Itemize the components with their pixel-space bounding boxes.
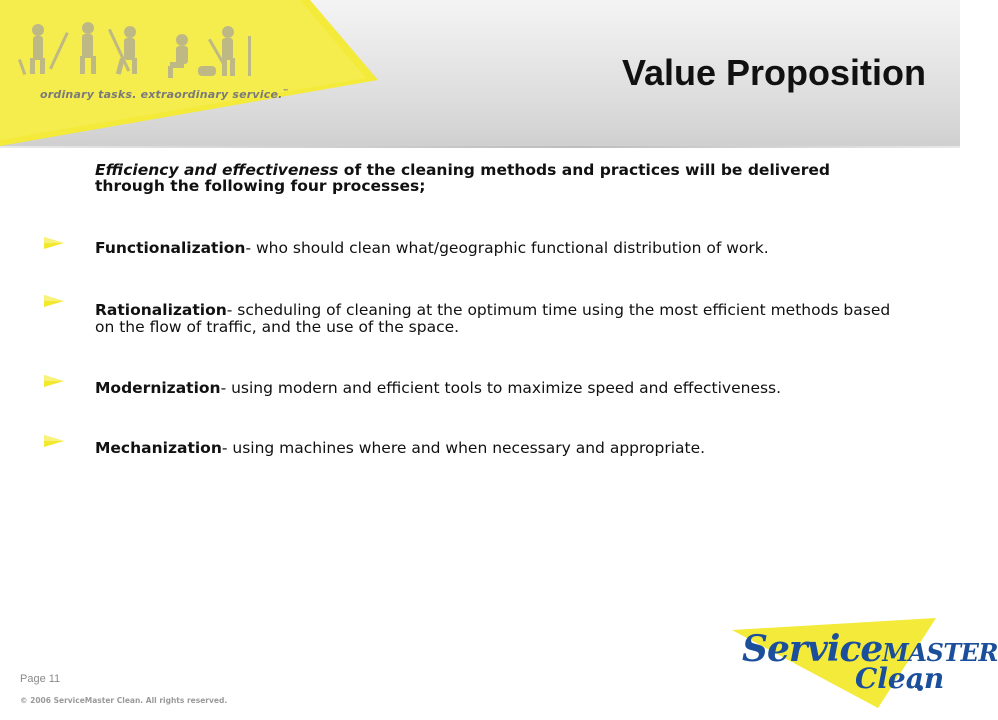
bullet-term: Mechanization: [95, 439, 222, 457]
bullet-description: - who should clean what/geographic functional distribution of work.: [245, 239, 769, 257]
logo-word-master: MASTER: [882, 638, 998, 667]
bullet-text: [95, 240, 895, 257]
arrow-bullet-icon: [44, 434, 64, 448]
bullet-description: - using machines where and when necessary and appropriate.: [221, 439, 706, 457]
bullet-term: Modernization: [95, 379, 221, 397]
bullet-term: Functionalization: [95, 239, 246, 257]
copyright-notice: © 2006 ServiceMaster Clean. All rights reserved.: [20, 696, 228, 705]
logo-word-service: Service: [742, 628, 883, 670]
yellow-banner-graphic: [0, 0, 400, 150]
logo-word-clean: Clean: [855, 662, 945, 695]
bullet-description: - scheduling of cleaning at the optimum time using the most efficient methods based on the flow of traffic, and the use of the space.: [95, 301, 891, 336]
bullet-text: [95, 440, 895, 457]
tagline: ordinary tasks. extraordinary service.™: [40, 88, 289, 101]
bullet-text: [95, 380, 895, 397]
bullet-text: [95, 302, 895, 336]
bullet-term: Rationalization: [95, 301, 227, 319]
arrow-bullet-icon: [44, 294, 64, 308]
intro-emphasis: Efficiency and effectiveness: [95, 161, 339, 179]
intro-text: of the cleaning methods and practices will be delivered through the following four processes;: [95, 161, 830, 195]
page-title: Value Proposition: [621, 52, 926, 93]
arrow-bullet-icon: [44, 236, 64, 250]
bullet-description: - using modern and efficient tools to maximize speed and effectiveness.: [220, 379, 782, 397]
arrow-bullet-icon: [44, 374, 64, 388]
page-number: Page 11: [20, 673, 61, 685]
intro-paragraph: [95, 162, 895, 194]
